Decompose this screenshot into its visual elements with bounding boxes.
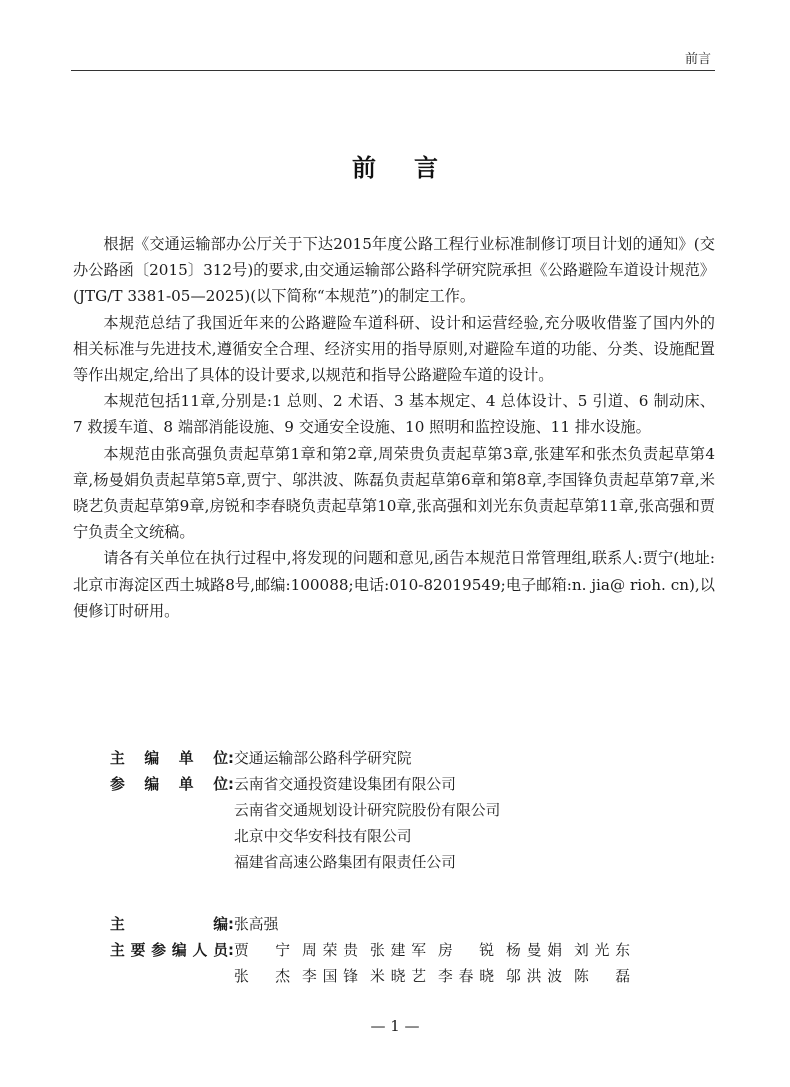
editor-value: 张高强: [234, 916, 279, 933]
participant-name: 李春晓: [438, 968, 494, 985]
colon: :: [228, 916, 234, 933]
participant-name: 刘光东: [574, 942, 630, 959]
participating-unit: 福建省高速公路集团有限责任公司: [234, 854, 456, 871]
participating-unit: 北京中交华安科技有限公司: [234, 828, 412, 845]
colon: :: [228, 776, 234, 793]
participating-unit: 云南省交通投资建设集团有限公司: [234, 776, 456, 793]
participating-unit: 云南省交通规划设计研究院股份有限公司: [234, 802, 501, 819]
participant-name: 陈磊: [574, 968, 630, 985]
colon: :: [228, 750, 234, 767]
participating-unit-list: [234, 772, 500, 876]
editor-row: [110, 912, 710, 938]
preface-paragraph: 本规范包括11章,分别是:1 总则、2 术语、3 基本规定、4 总体设计、5 引道、6 制动床、7 救援车道、8 端部消能设施、9 交通安全设施、10 照明和监控设施、11 排水设施。: [73, 392, 715, 437]
preface-paragraph: 根据《交通运输部办公厅关于下达2015年度公路工程行业标准制修订项目计划的通知》(交办公路函〔2015〕312号)的要求,由交通运输部公路科学研究院承担《公路避险车道设计规范》(JTG/T 3381-05—2025)(以下简称“本规范”)的制定工作。: [73, 235, 715, 306]
page-title: 前言: [352, 154, 476, 182]
credits-section: [110, 746, 710, 990]
participants-list: [234, 938, 642, 990]
preface-paragraph: 请各有关单位在执行过程中,将发现的问题和意见,函告本规范日常管理组,联系人:贾宁(地址:北京市海淀区西土城路8号,邮编:100088;电话:010-82019549;电子邮箱:n. jia@ rioh. cn),以便修订时研用。: [73, 549, 715, 620]
participant-name: 杨曼娟: [506, 942, 562, 959]
participant-name: 房锐: [438, 942, 494, 959]
colon: :: [228, 942, 234, 959]
chief-unit-label: 主编单位: [110, 750, 228, 767]
participants-row: [110, 938, 710, 990]
participant-name: 邬洪波: [506, 968, 562, 985]
participant-name: 李国锋: [302, 968, 358, 985]
editor-label: 主编: [110, 916, 228, 933]
participant-name: 张建军: [370, 942, 426, 959]
participating-unit-row: [110, 772, 710, 876]
participant-name: 周荣贵: [302, 942, 358, 959]
running-header-title: 前言: [684, 52, 711, 67]
chief-unit-row: [110, 746, 710, 772]
chief-unit-value: 交通运输部公路科学研究院: [234, 750, 412, 767]
participant-name: 贾宁: [234, 942, 290, 959]
preface-body: [73, 231, 715, 624]
preface-paragraph: 本规范总结了我国近年来的公路避险车道科研、设计和运营经验,充分吸收借鉴了国内外的相关标准与先进技术,遵循安全合理、经济实用的指导原则,对避险车道的功能、分类、设施配置等作出规定,给出了具体的设计要求,以规范和指导公路避险车道的设计。: [73, 313, 715, 385]
participants-label: 主要参编人员: [110, 942, 228, 959]
spacer: [110, 876, 710, 912]
preface-paragraph: 本规范由张高强负责起草第1章和第2章,周荣贵负责起草第3章,张建军和张杰负责起草第4章,杨曼娟负责起草第5章,贾宁、邬洪波、陈磊负责起草第6章和第8章,李国锋负责起草第7章,米晓艺负责起草第9章,房锐和李春晓负责起草第10章,张高强和刘光东负责起草第11章,张高强和贾宁负责全文统稿。: [73, 444, 715, 542]
page-number: — 1 —: [370, 1017, 420, 1035]
participant-name: 米晓艺: [370, 968, 426, 985]
running-header: [71, 44, 715, 71]
participant-name: 张杰: [234, 968, 290, 985]
participating-unit-label: 参编单位: [110, 776, 228, 793]
